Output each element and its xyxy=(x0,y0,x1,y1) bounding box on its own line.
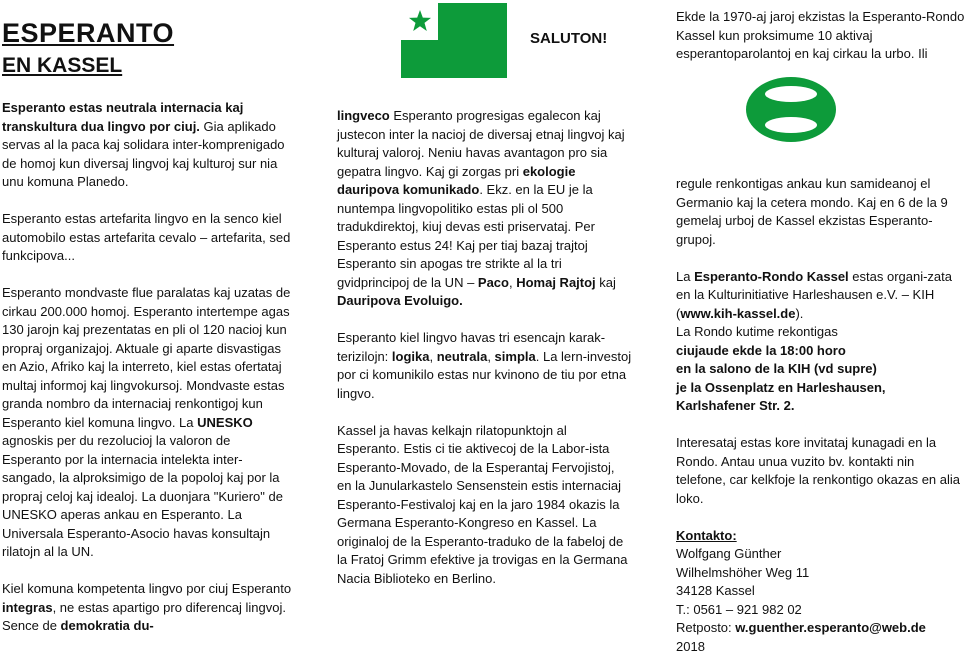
paragraph: Interesataj estas kore invitataj kunagadi en la Rondo. Antau unua vuzito bv. kontakti nin telefone, car kelkfoje la renkontigo okazas en alia loko. xyxy=(676,434,966,508)
paragraph: lingveco Esperanto progresigas egalecon kaj justecon inter la nacioj de diversaj etnaj lingvoj kaj kulturaj valoroj. Neniu havas avantagon pro sia gepatra lingvo. Kaj gi zorgas pri ekologie dauripova komunikado. Ekz. en la EU je la nuntempa lingvopolitiko estas pli ol 500 tradukdirektoj, kiuj devas esti priservataj. Per Esperanto estus 24! Kaj per tiaj bazaj trajtoj Esperanto sin apogas tre strikte al la tri gvidprincipoj de la UN – Paco, Homaj Rajtoj kaj Dauripova Evoluigo. xyxy=(337,107,632,311)
contact-block xyxy=(676,527,966,656)
website-link[interactable]: www.kih-kassel.de xyxy=(680,306,795,321)
contact-city: 34128 Kassel xyxy=(676,582,966,601)
contact-heading: Kontakto: xyxy=(676,527,966,546)
esperanto-flag-icon xyxy=(401,3,507,78)
column-3-top xyxy=(676,8,966,82)
flag-canton xyxy=(401,3,438,40)
greeting: SALUTON! xyxy=(530,30,607,47)
page-subtitle: EN KASSEL xyxy=(2,53,292,79)
year: 2018 xyxy=(676,638,966,656)
paragraph: Esperanto mondvaste flue paralatas kaj uzatas de cirkau 200.000 homoj. Esperanto intertempe agas 130 jarojn kaj prezentatas en pli ol 120 nacioj kun propraj organizajoj. Aktuale gi aparte disvastigas en Azio, Afriko kaj la interreto, kiel estas ofertataj multaj informoj kaj lingvokursoj. Mondvaste estas granda nombro da internaciaj renkontigoj kun Esperanto kiel komuna lingvo. La UNESKO agnoskis per du rezolucioj la valoron de Esperanto por la internacia intelekta inter-sangado, la alproksimigo de la popoloj kaj por la propraj celoj kaj idealoj. La duonjara "Kuriero" de UNESKO aperas ankau en Esperanto. La Universala Esperanto-Asocio havas konsultajn rilatojn al la UN. xyxy=(2,284,292,562)
paragraph: La Esperanto-Rondo Kassel estas organi-zata en la Kulturinitiative Harleshausen e.V. – KIH (www.kih-kassel.de). La Rondo kutime rekontigas ciujaude ekde la 18:00 horo en la salono de la KIH (vd supre) je la Ossenplatz en Harleshausen, Karlshafener Str. 2. xyxy=(676,268,966,416)
paragraph: Esperanto estas artefarita lingvo en la senco kiel automobilo estas artefarita cevalo – artefarita, sed funkcipova... xyxy=(2,210,292,266)
paragraph: Esperanto kiel lingvo havas tri esencajn karak-terizilojn: logika, neutrala, simpla. La lern-investoj por ci komunikilo estas nur kvinono de tiu por etna lingvo. xyxy=(337,329,632,403)
paragraph: Esperanto estas neutrala internacia kaj transkultura dua lingvo por ciuj. Gia aplikado servas al la paca kaj solidara inter-komprenigado de homoj kun diversaj lingvoj kaj kulturoj sur nia unu komuna Planedo. xyxy=(2,99,292,192)
star-icon xyxy=(408,9,432,33)
page-title: ESPERANTO xyxy=(2,18,292,48)
column-2 xyxy=(337,107,632,607)
paragraph: Kiel komuna kompetenta lingvo por ciuj Esperanto integras, ne estas apartigo pro diferencaj lingvoj. Sence de demokratia du- xyxy=(2,580,292,636)
column-1 xyxy=(2,0,292,654)
contact-email-line: Retposto: w.guenther.esperanto@web.de xyxy=(676,619,966,638)
paragraph: Kassel ja havas kelkajn rilatopunktojn al Esperanto. Estis ci tie aktivecoj de la Labor-ista Esperanto-Movado, de la Esperantaj Fervojistoj, en la Junularkastelo Sensenstein estis internaciaj Esperanto-Festivaloj kaj en la jaro 1984 okazis la Germana Esperanto-Kongreso en Kassel. La originaloj de la Esperanto-traduko de la fabeloj de la Fratoj Grimm efektive ja trovigas en la Germana Nacia Biblioteko en Berlino. xyxy=(337,422,632,589)
email-link[interactable]: w.guenther.esperanto@web.de xyxy=(735,620,926,635)
contact-street: Wilhelmshöher Weg 11 xyxy=(676,564,966,583)
paragraph: Ekde la 1970-aj jaroj ekzistas la Esperanto-Rondo Kassel kun proksimume 10 aktivaj esperantoparolantoj en kaj cirkau la urbo. Ili xyxy=(676,8,966,64)
contact-name: Wolfgang Günther xyxy=(676,545,966,564)
contact-phone: T.: 0561 – 921 982 02 xyxy=(676,601,966,620)
paragraph: regule renkontigas ankau kun samideanoj el Germanio kaj la cetera mondo. Kaj en 6 de la 9 gemelaj urboj de Kassel ekzistas Esperanto-grupoj. xyxy=(676,175,966,249)
column-3 xyxy=(676,175,966,656)
esperanto-logo-icon xyxy=(746,77,836,142)
